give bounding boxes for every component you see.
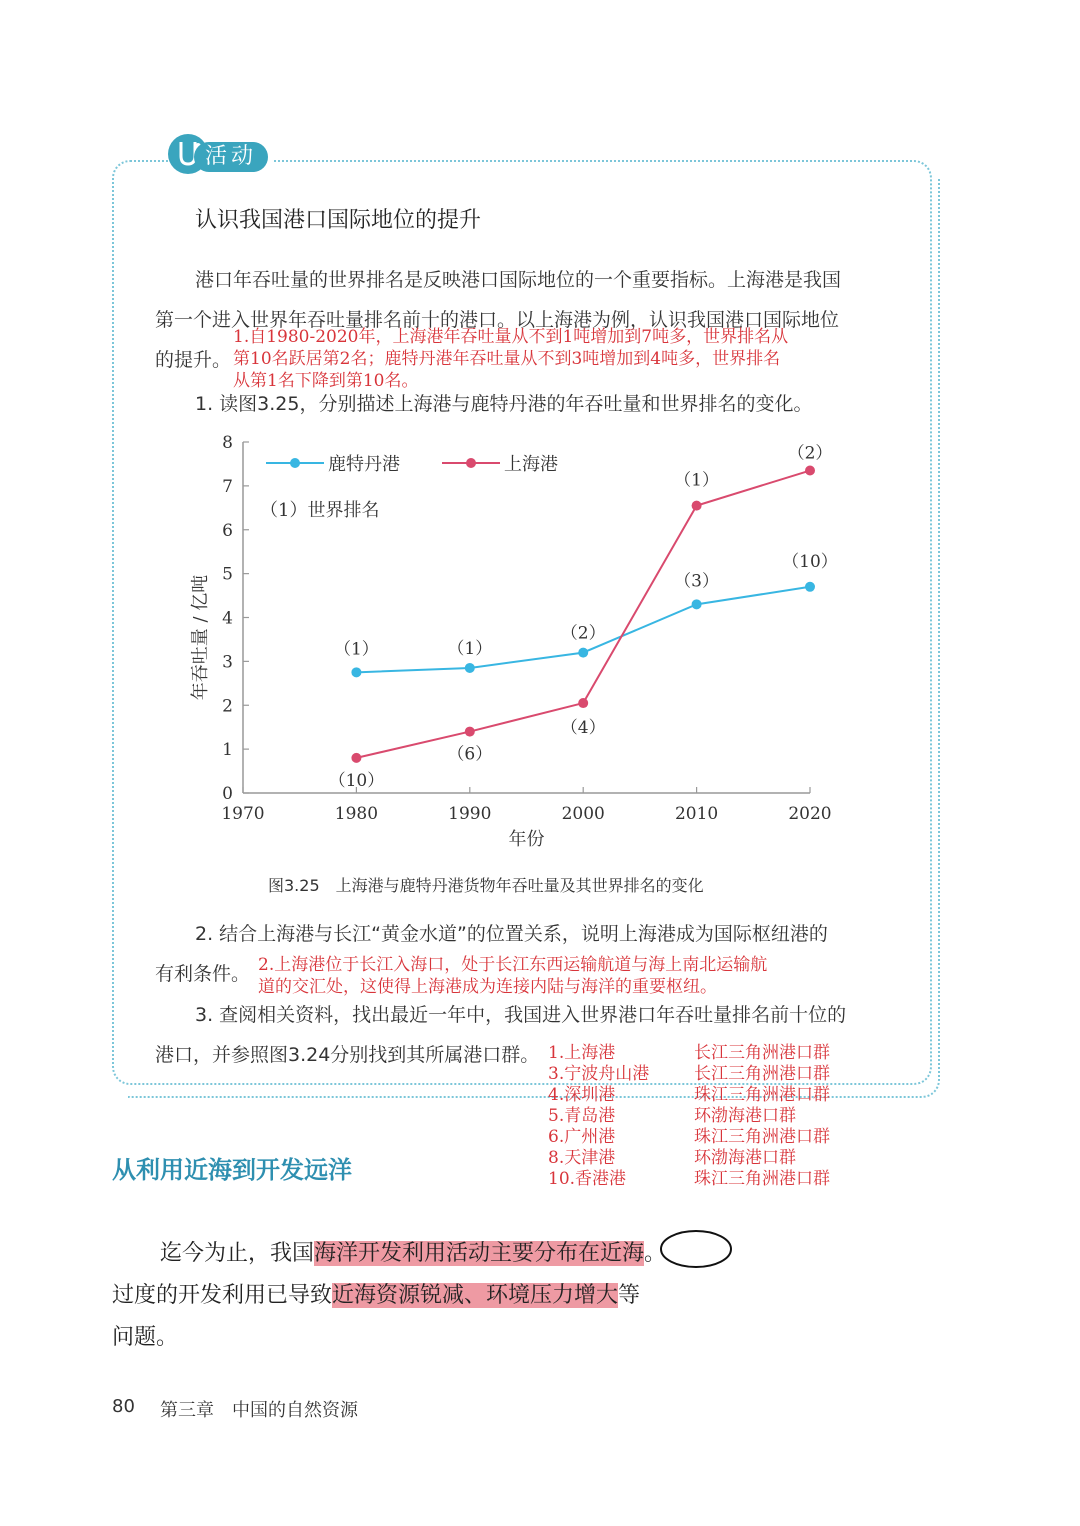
answer3-port-6: 10.香港港: [548, 1169, 627, 1189]
p1-text: 迄今为止，我国: [160, 1241, 315, 1266]
figure-caption: 图3.25 上海港与鹿特丹港货物年吞吐量及其世界排名的变化: [268, 876, 704, 895]
x-tick-label-1: 1980: [334, 804, 379, 824]
y-tick-label-2: 2: [222, 696, 233, 717]
question-1: 1. 读图3.25，分别描述上海港与鹿特丹港的年吞吐量和世界排名的变化。: [195, 393, 813, 415]
question-2-line-1: 2. 结合上海港与长江“黄金水道”的位置关系，说明上海港成为国际枢纽港的: [195, 923, 828, 945]
series-0-rank-label-0: （1）: [333, 639, 379, 660]
series-1-point-3: [692, 501, 702, 511]
legend-label-1: 上海港: [504, 454, 558, 475]
series-0-point-2: [578, 648, 588, 658]
answer2-line-2: 道的交汇处，这使得上海港成为连接内陆与海洋的重要枢纽。: [258, 977, 717, 997]
answer3-port-2: 4.深圳港: [548, 1085, 616, 1105]
x-tick-label-2: 1990: [448, 804, 492, 824]
activity-badge: [168, 132, 272, 178]
answer2-line-1: 2.上海港位于长江入海口，处于长江东西运输航道与海上南北运输航: [258, 955, 768, 975]
answer3-port-3: 5.青岛港: [548, 1106, 616, 1126]
series-0-rank-label-2: （2）: [560, 623, 606, 644]
answer3-port-5: 8.天津港: [548, 1148, 616, 1168]
series-0-point-3: [692, 599, 702, 609]
answer3-group-1: 长江三角洲港口群: [694, 1064, 830, 1084]
p2-end: 等: [618, 1283, 641, 1308]
answer3-port-0: 1.上海港: [548, 1043, 616, 1063]
series-0-point-4: [805, 582, 815, 592]
series-1-rank-label-4: （2）: [787, 443, 833, 464]
section-paragraph-line-1: [160, 1236, 666, 1267]
series-1-point-4: [805, 466, 815, 476]
legend-marker-1: [466, 458, 476, 468]
series-1-point-2: [578, 698, 588, 708]
x-tick-label-5: 2020: [788, 804, 832, 824]
y-tick-label-6: 6: [222, 520, 233, 541]
series-1-point-0: [351, 753, 361, 763]
legend-note: （1）世界排名: [260, 500, 380, 521]
series-1-rank-label-0: （10）: [328, 770, 385, 791]
p1-highlight-2: 近海: [600, 1241, 645, 1266]
x-tick-label-3: 2000: [561, 804, 605, 824]
y-tick-label-7: 7: [222, 476, 233, 497]
series-1-rank-label-2: （4）: [560, 718, 606, 739]
y-tick-label-8: 8: [222, 433, 233, 453]
series-1-rank-label-1: （6）: [447, 744, 493, 765]
series-1-point-1: [465, 727, 475, 737]
answer3-group-3: 环渤海港口群: [694, 1106, 796, 1126]
question-3-line-2: 港口，并参照图3.24分别找到其所属港口群。: [155, 1044, 540, 1066]
intro-line-2: 第一个进入世界年吞吐量排名前十的港口。以上海港为例，认识我国港口国际地位: [155, 309, 840, 331]
series-0-rank-label-1: （1）: [447, 638, 493, 659]
y-tick-label-1: 1: [222, 740, 233, 761]
series-line-1: [356, 471, 810, 758]
p2-highlight: 近海资源锐减、环境压力增大: [332, 1283, 619, 1308]
y-tick-label-5: 5: [222, 564, 233, 585]
answer3-group-0: 长江三角洲港口群: [694, 1043, 830, 1063]
series-1-rank-label-3: （1）: [674, 470, 720, 491]
series-0-point-0: [351, 667, 361, 677]
activity-title: 认识我国港口国际地位的提升: [195, 208, 482, 233]
y-tick-label-3: 3: [222, 652, 233, 673]
circle-mark-annotation: [658, 1226, 738, 1272]
section-paragraph-line-2: [112, 1278, 640, 1309]
question-2-line-2: 有利条件。: [155, 963, 251, 985]
page-number: 80: [112, 1396, 135, 1417]
answer1-line-3: 从第1名下降到第10名。: [233, 371, 419, 391]
x-tick-label-0: 1970: [221, 804, 265, 824]
activity-badge-label: 活动: [194, 142, 268, 172]
answer3-port-4: 6.广州港: [548, 1127, 616, 1147]
chapter-title: 第三章 中国的自然资源: [160, 1400, 358, 1421]
section-paragraph-line-3: 问题。: [112, 1325, 179, 1350]
question-3-line-1: 3. 查阅相关资料，找出最近一年中，我国进入世界港口年吞吐量排名前十位的: [195, 1004, 847, 1026]
p2-text: 过度的开发利用已导致: [112, 1283, 333, 1308]
answer3-group-2: 珠江三角洲港口群: [694, 1085, 830, 1105]
series-0-rank-label-4: （10）: [782, 551, 838, 572]
x-axis-label: 年份: [508, 829, 545, 850]
legend-marker-0: [290, 458, 300, 468]
x-tick-label-4: 2010: [674, 804, 719, 824]
intro-line-1: 港口年吞吐量的世界排名是反映港口国际地位的一个重要指标。上海港是我国: [195, 269, 842, 291]
intro-line-3: 的提升。: [155, 349, 232, 371]
answer3-group-6: 珠江三角洲港口群: [694, 1169, 830, 1189]
series-0-rank-label-3: （3）: [674, 571, 720, 592]
y-axis-label: 年吞吐量 / 亿吨: [190, 574, 211, 701]
answer3-group-5: 环渤海港口群: [694, 1148, 796, 1168]
answer1-line-2: 第10名跃居第2名；鹿特丹港年吞吐量从不到3吨增加到4吨多，世界排名: [233, 349, 781, 369]
throughput-chart: [180, 425, 860, 855]
legend-label-0: 鹿特丹港: [328, 454, 400, 475]
y-tick-label-4: 4: [222, 608, 233, 629]
y-tick-label-0: 0: [222, 784, 233, 804]
series-0-point-1: [465, 663, 475, 673]
p1-highlight-1: 海洋开发利用活动主要分布在: [314, 1241, 601, 1266]
answer3-port-1: 3.宁波舟山港: [548, 1064, 650, 1084]
answer3-group-4: 珠江三角洲港口群: [694, 1127, 830, 1147]
answer1-line-1: 1.自1980-2020年，上海港年吞吐量从不到1吨增加到7吨多，世界排名从: [233, 327, 789, 347]
section-heading: 从利用近海到开发远洋: [112, 1156, 352, 1184]
p1-end: 。: [644, 1241, 667, 1266]
